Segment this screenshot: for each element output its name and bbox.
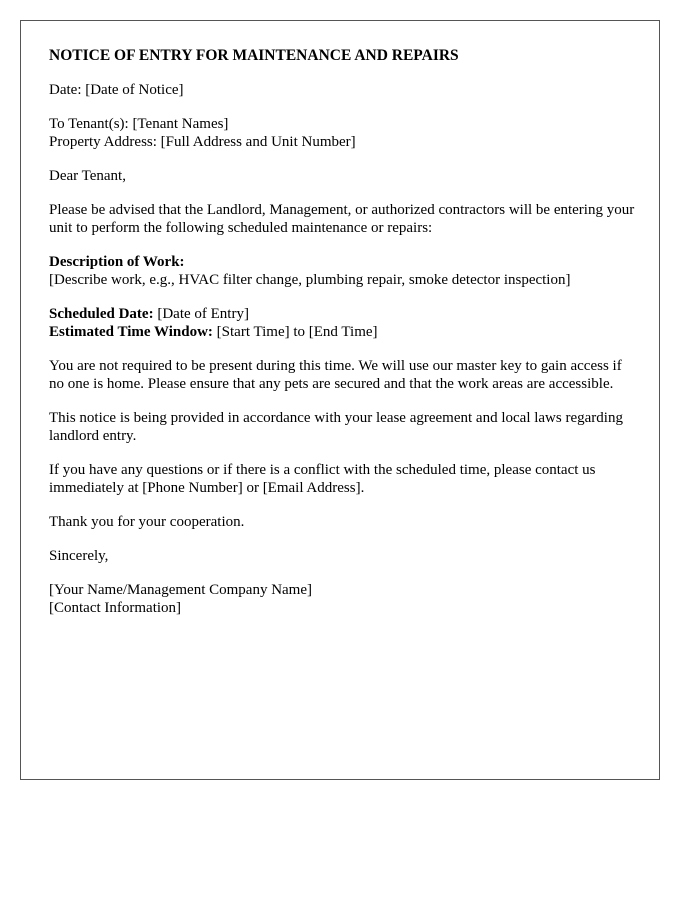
property-address-line: Property Address: [Full Address and Unit Number] xyxy=(49,134,356,150)
notice-content xyxy=(49,47,639,633)
work-description-block xyxy=(49,253,639,289)
legal-paragraph: This notice is being provided in accordance with your lease agreement and local laws regarding landlord entry. xyxy=(49,410,623,444)
scheduled-date-value: [Date of Entry] xyxy=(153,306,249,322)
questions-paragraph: If you have any questions or if there is a conflict with the scheduled time, please contact us immediately at [Phone Number] or [Email Address]. xyxy=(49,462,596,496)
intro-paragraph: Please be advised that the Landlord, Management, or authorized contractors will be entering your unit to perform the following scheduled maintenance or repairs: xyxy=(49,202,635,236)
thanks-line: Thank you for your cooperation. xyxy=(49,514,245,530)
signature-name: [Your Name/Management Company Name] xyxy=(49,582,312,598)
work-description-label: Description of Work: xyxy=(49,254,185,270)
time-window-value: [Start Time] to [End Time] xyxy=(212,324,378,340)
scheduled-date-line xyxy=(49,305,639,323)
tenant-line: To Tenant(s): [Tenant Names] xyxy=(49,116,229,132)
recipient-block xyxy=(49,115,639,151)
salutation: Dear Tenant, xyxy=(49,168,126,184)
presence-paragraph: You are not required to be present during this time. We will use our master key to gain access if no one is home. Please ensure that any pets are secured and that the work areas are accessible. xyxy=(49,358,622,392)
notice-date: Date: [Date of Notice] xyxy=(49,82,184,98)
closing-line: Sincerely, xyxy=(49,548,109,564)
time-window-label: Estimated Time Window: xyxy=(49,324,213,340)
signature-block xyxy=(49,581,639,617)
time-window-line xyxy=(49,323,639,341)
signature-contact: [Contact Information] xyxy=(49,600,182,616)
scheduled-date-label: Scheduled Date: xyxy=(49,306,154,322)
schedule-block xyxy=(49,305,639,341)
work-description-value: [Describe work, e.g., HVAC filter change, plumbing repair, smoke detector inspection] xyxy=(49,272,571,288)
notice-title: NOTICE OF ENTRY FOR MAINTENANCE AND REPAIRS xyxy=(49,47,459,64)
notice-page xyxy=(20,20,660,780)
